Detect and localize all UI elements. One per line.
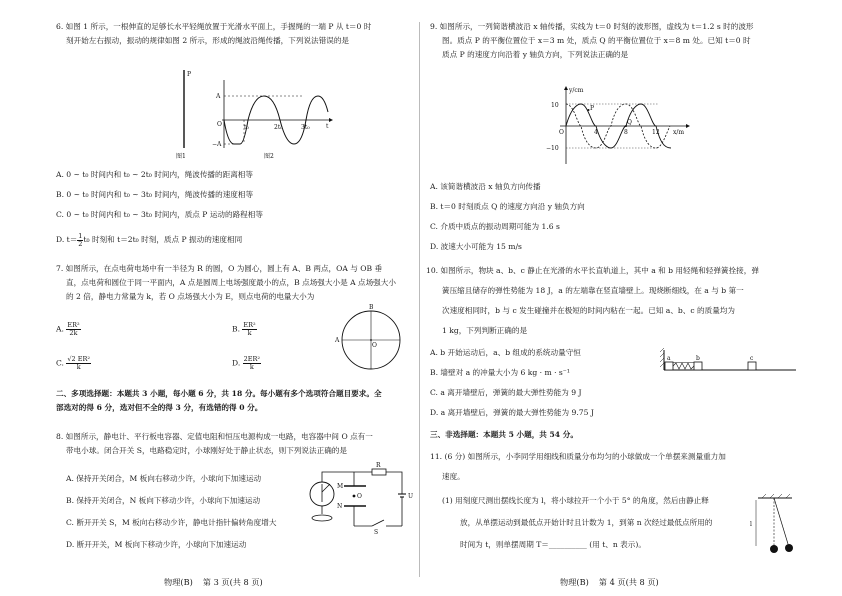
q10-option-c: C. a 离开墙壁后，弹簧的最大弹性势能为 9 J: [430, 388, 582, 397]
q9-fig-y-label: y/cm: [569, 87, 584, 94]
q9-fig-4-label: 4: [594, 129, 598, 136]
q9-fig-p-label: P: [590, 105, 595, 112]
q7-option-c: [56, 356, 91, 371]
q7-option-a-numerator: ER²: [67, 321, 80, 329]
right-footer-subject: 物理(B): [560, 577, 589, 587]
q7-option-b-letter: B.: [232, 324, 240, 334]
q7-option-a-letter: A.: [56, 324, 64, 334]
q7-option-d-denominator: k: [249, 363, 254, 371]
q7-option-b-numerator: ER²: [243, 321, 256, 329]
q11-string: [774, 498, 788, 544]
q9-fig-8-label: 8: [624, 129, 628, 136]
q9-stem-line3: 质点 P 的速度方向沿着 y 轴负方向，下列说法正确的是: [442, 50, 629, 59]
q11-stem-line1: 11. (6 分) 如图所示，小李同学用细线和质量分布均匀的小球做成一个单摆来测量重力加: [430, 452, 726, 461]
q9-wave-figure: [546, 86, 696, 168]
column-divider: [419, 22, 420, 577]
q10-block-b: [694, 362, 702, 370]
q8-switch: [372, 520, 384, 526]
q10-option-d: D. a 离开墙壁后，弹簧的最大弹性势能为 9.75 J: [430, 408, 594, 417]
q7-stem-line2: 直，点电荷和圆位于同一平面内，A 点是圆周上电场强度最小的点，B 点场强大小是 A 点场强大小: [66, 278, 396, 287]
q10-fig-a-label: a: [667, 355, 671, 362]
q6-stem-line1: 6. 如图 1 所示，一根伸直的足够长水平轻绳放置于光滑水平面上，手握绳的一端 P 从 t＝0 时: [56, 22, 372, 31]
q6-option-d-prefix: D. t＝: [56, 235, 78, 244]
q7-option-c-numerator: √2 ER²: [67, 355, 90, 363]
q10-stem-line3: 次速度相同时，b 与 c 发生碰撞并在极短的时间内粘在一起。已知 a、b、c 的质量均为: [442, 306, 736, 315]
q9-option-a: A. 该简谐横波沿 x 轴负方向传播: [430, 182, 541, 191]
q8-resistor: [372, 469, 386, 475]
q10-spring: [673, 363, 694, 369]
q6-option-d: [56, 232, 242, 248]
q7-option-a-fraction: [66, 322, 80, 337]
q11-stem-line2: 速度。: [442, 472, 465, 481]
q8-fig-m-label: M: [337, 483, 344, 490]
q6-option-d-numerator: 1: [78, 231, 83, 240]
q6-fig-a-label: A: [216, 93, 221, 100]
q6-figure: [164, 52, 394, 160]
q8-fig-s-label: S: [374, 529, 379, 536]
section3-header: 三、非选择题：本题共 5 小题，共 54 分。: [430, 430, 578, 439]
q10-blocks-figure: [660, 348, 800, 376]
q9-option-d: D. 波速大小可能为 15 m/s: [430, 242, 522, 251]
q6-option-d-denominator: 2: [78, 239, 83, 248]
q10-fig-b-label: b: [696, 355, 700, 362]
q6-fig1-label: 图1: [176, 153, 186, 160]
q9-stem-line2: 图。质点 P 的平衡位置位于 x＝3 m 处，质点 Q 的平衡位置位于 x＝8 m 处。已知 t＝0 时: [442, 36, 751, 45]
q8-fig-u-label: U: [408, 493, 414, 500]
q10-stem-line1: 10. 如图所示，物块 a、b、c 静止在光滑的水平长直轨道上，其中 a 和 b 用轻绳和轻弹簧拴接，弹: [426, 266, 759, 275]
q10-option-b: B. 墙壁对 a 的冲量大小为 6 kg · m · s⁻¹: [430, 368, 570, 377]
q6-option-a: A. 0 ~ t₀ 时间内和 t₀ ~ 2t₀ 时间内，绳波传播的距离相等: [56, 170, 253, 179]
q7-option-b-denominator: k: [247, 329, 252, 337]
q11-pendulum-figure: [748, 496, 800, 556]
q9-fig-12-label: 12: [652, 129, 660, 136]
right-column: [426, 0, 830, 596]
right-footer: [560, 577, 659, 588]
q7-option-c-denominator: k: [76, 363, 81, 371]
q11-sub1-line2: 放，从单摆运动到最低点开始计时且计数为 1，到第 n 次经过最低点所用的: [460, 518, 713, 527]
q7-stem-line3: 的 2 倍，静电力常量为 k，若 O 点场强大小为 E，则点电荷的电量大小为: [66, 292, 315, 301]
q6-option-b: B. 0 ~ t₀ 时间内和 t₀ ~ 3t₀ 时间内，绳波传播的速度相等: [56, 190, 254, 199]
q8-option-b: B. 保持开关闭合，N 板向下移动少许，小球向下加速运动: [66, 496, 261, 505]
q8-fig-n-label: N: [337, 503, 343, 510]
q6-fig-t-label: t: [326, 123, 329, 130]
right-footer-page: 第 4 页(共 8 页): [598, 577, 659, 587]
q7-fig-b-label: B: [369, 304, 374, 311]
q9-option-c: C. 介质中质点的振动周期可能为 1.6 s: [430, 222, 560, 231]
q7-option-d-letter: D.: [232, 358, 241, 368]
q6-fig-neg-a-label: −A: [212, 141, 222, 148]
q7-option-a: [56, 322, 81, 337]
q10-stem-line2: 簧压缩且储存的弹性势能为 18 J，a 的左端靠在竖直墙壁上。现烧断细线，在 a 与 b 第一: [442, 286, 744, 295]
q8-circuit-figure: [306, 464, 416, 534]
q7-option-d-fraction: [243, 356, 261, 371]
q6-fig-o-label: O: [217, 121, 222, 128]
q6-stem-line2: 刻开始左右振动，振动的规律如图 2 所示，形成的绳波沿绳传播，下列说法错误的是: [66, 36, 350, 45]
q11-fig-l-label: l: [750, 521, 752, 528]
q10-block-c: [748, 362, 756, 370]
q6-fig-2t0-label: 2t₀: [274, 124, 283, 131]
q7-option-b: [232, 322, 257, 337]
q7-option-a-denominator: 2k: [69, 329, 78, 337]
q11-ball-released: [785, 544, 793, 552]
q6-fig2-label: 图2: [264, 153, 274, 160]
left-column: [14, 0, 414, 596]
q10-block-a: [665, 362, 673, 370]
q11-sub1-line3: 时间为 t，则单摆周期 T＝__________ (用 t、n 表示)。: [460, 540, 646, 549]
q6-fig-t0-label: t₀: [244, 124, 249, 131]
q9-stem-line1: 9. 如图所示，一列简谐横波沿 x 轴传播，实线为 t＝0 时刻的波形图，虚线为 t＝1.2 s 时的波形: [430, 22, 754, 31]
q8-fig-o-label: O: [357, 493, 362, 500]
q7-fig-o-label: O: [372, 342, 377, 349]
q11-sub1-line1: (1) 用刻度尺测出摆线长度为 l，将小球拉开一个小于 5° 的角度，然后由静止释: [442, 496, 709, 505]
q10-fig-c-label: c: [750, 355, 754, 362]
q9-fig-q-label: Q: [627, 119, 632, 126]
left-footer: [164, 577, 263, 588]
q7-fig-a-label: A: [335, 337, 340, 344]
q7-option-c-letter: C.: [56, 358, 64, 368]
q8-stem-line2: 带电小球。闭合开关 S，电路稳定时，小球刚好处于静止状态，则下列说法正确的是: [66, 446, 347, 455]
q8-option-c: C. 断开开关 S，M 板向右移动少许，静电计指针偏转角度增大: [66, 518, 277, 527]
q10-option-a: A. b 开始运动后，a、b 组成的系统动量守恒: [430, 348, 581, 357]
q9-fig-x-label: x/m: [673, 129, 685, 136]
left-footer-subject: 物理(B): [164, 577, 193, 587]
q8-fig-r-label: R: [376, 462, 381, 469]
q6-option-c: C. 0 ~ t₀ 时间内和 t₀ ~ 3t₀ 时间内，质点 P 运动的路程相等: [56, 210, 263, 219]
q9-option-b: B. t＝0 时刻质点 Q 的速度方向沿 y 轴负方向: [430, 202, 585, 211]
q8-option-a: A. 保持开关闭合，M 板向右移动少许，小球向下加速运动: [66, 474, 262, 483]
q9-fig-10-label: 10: [551, 102, 559, 109]
q7-option-b-fraction: [242, 322, 256, 337]
q6-option-d-suffix: t₀ 时刻和 t＝2t₀ 时刻，质点 P 振动的速度相同: [83, 235, 243, 244]
q11-ball-rest: [770, 545, 778, 553]
section2-header-line1: 二、多项选择题：本题共 3 小题，每小题 6 分，共 18 分。每小题有多个选项符合题目要求。全: [56, 389, 382, 398]
q7-option-d: [232, 356, 261, 371]
left-footer-page: 第 3 页(共 8 页): [202, 577, 263, 587]
q7-option-c-fraction: [66, 356, 91, 371]
q8-stem-line1: 8. 如图所示，静电计、平行板电容器、定值电阻和恒压电源构成一电路，电容器中间 O 点有一: [56, 432, 373, 441]
q10-stem-line4: 1 kg，下列判断正确的是: [442, 326, 528, 335]
q7-stem-line1: 7. 如图所示，在点电荷电场中有一半径为 R 的圆，O 为圆心，圆上有 A、B 两点，OA 与 OB 垂: [56, 264, 383, 273]
q9-fig-neg10-label: −10: [546, 145, 559, 152]
q8-option-d: D. 断开开关，M 板向下移动少许，小球向下加速运动: [66, 540, 247, 549]
q6-fig-3t0-label: 3t₀: [301, 124, 310, 131]
q6-fig-p-label: P: [187, 71, 192, 78]
q8-charged-ball: [353, 495, 356, 498]
q7-option-d-numerator: 2ER²: [243, 355, 261, 363]
q7-circle-figure: [336, 304, 406, 376]
q9-fig-o-label: O: [559, 129, 564, 136]
section2-header-line2: 部选对的得 6 分，选对但不全的得 3 分，有选错的得 0 分。: [56, 403, 263, 412]
